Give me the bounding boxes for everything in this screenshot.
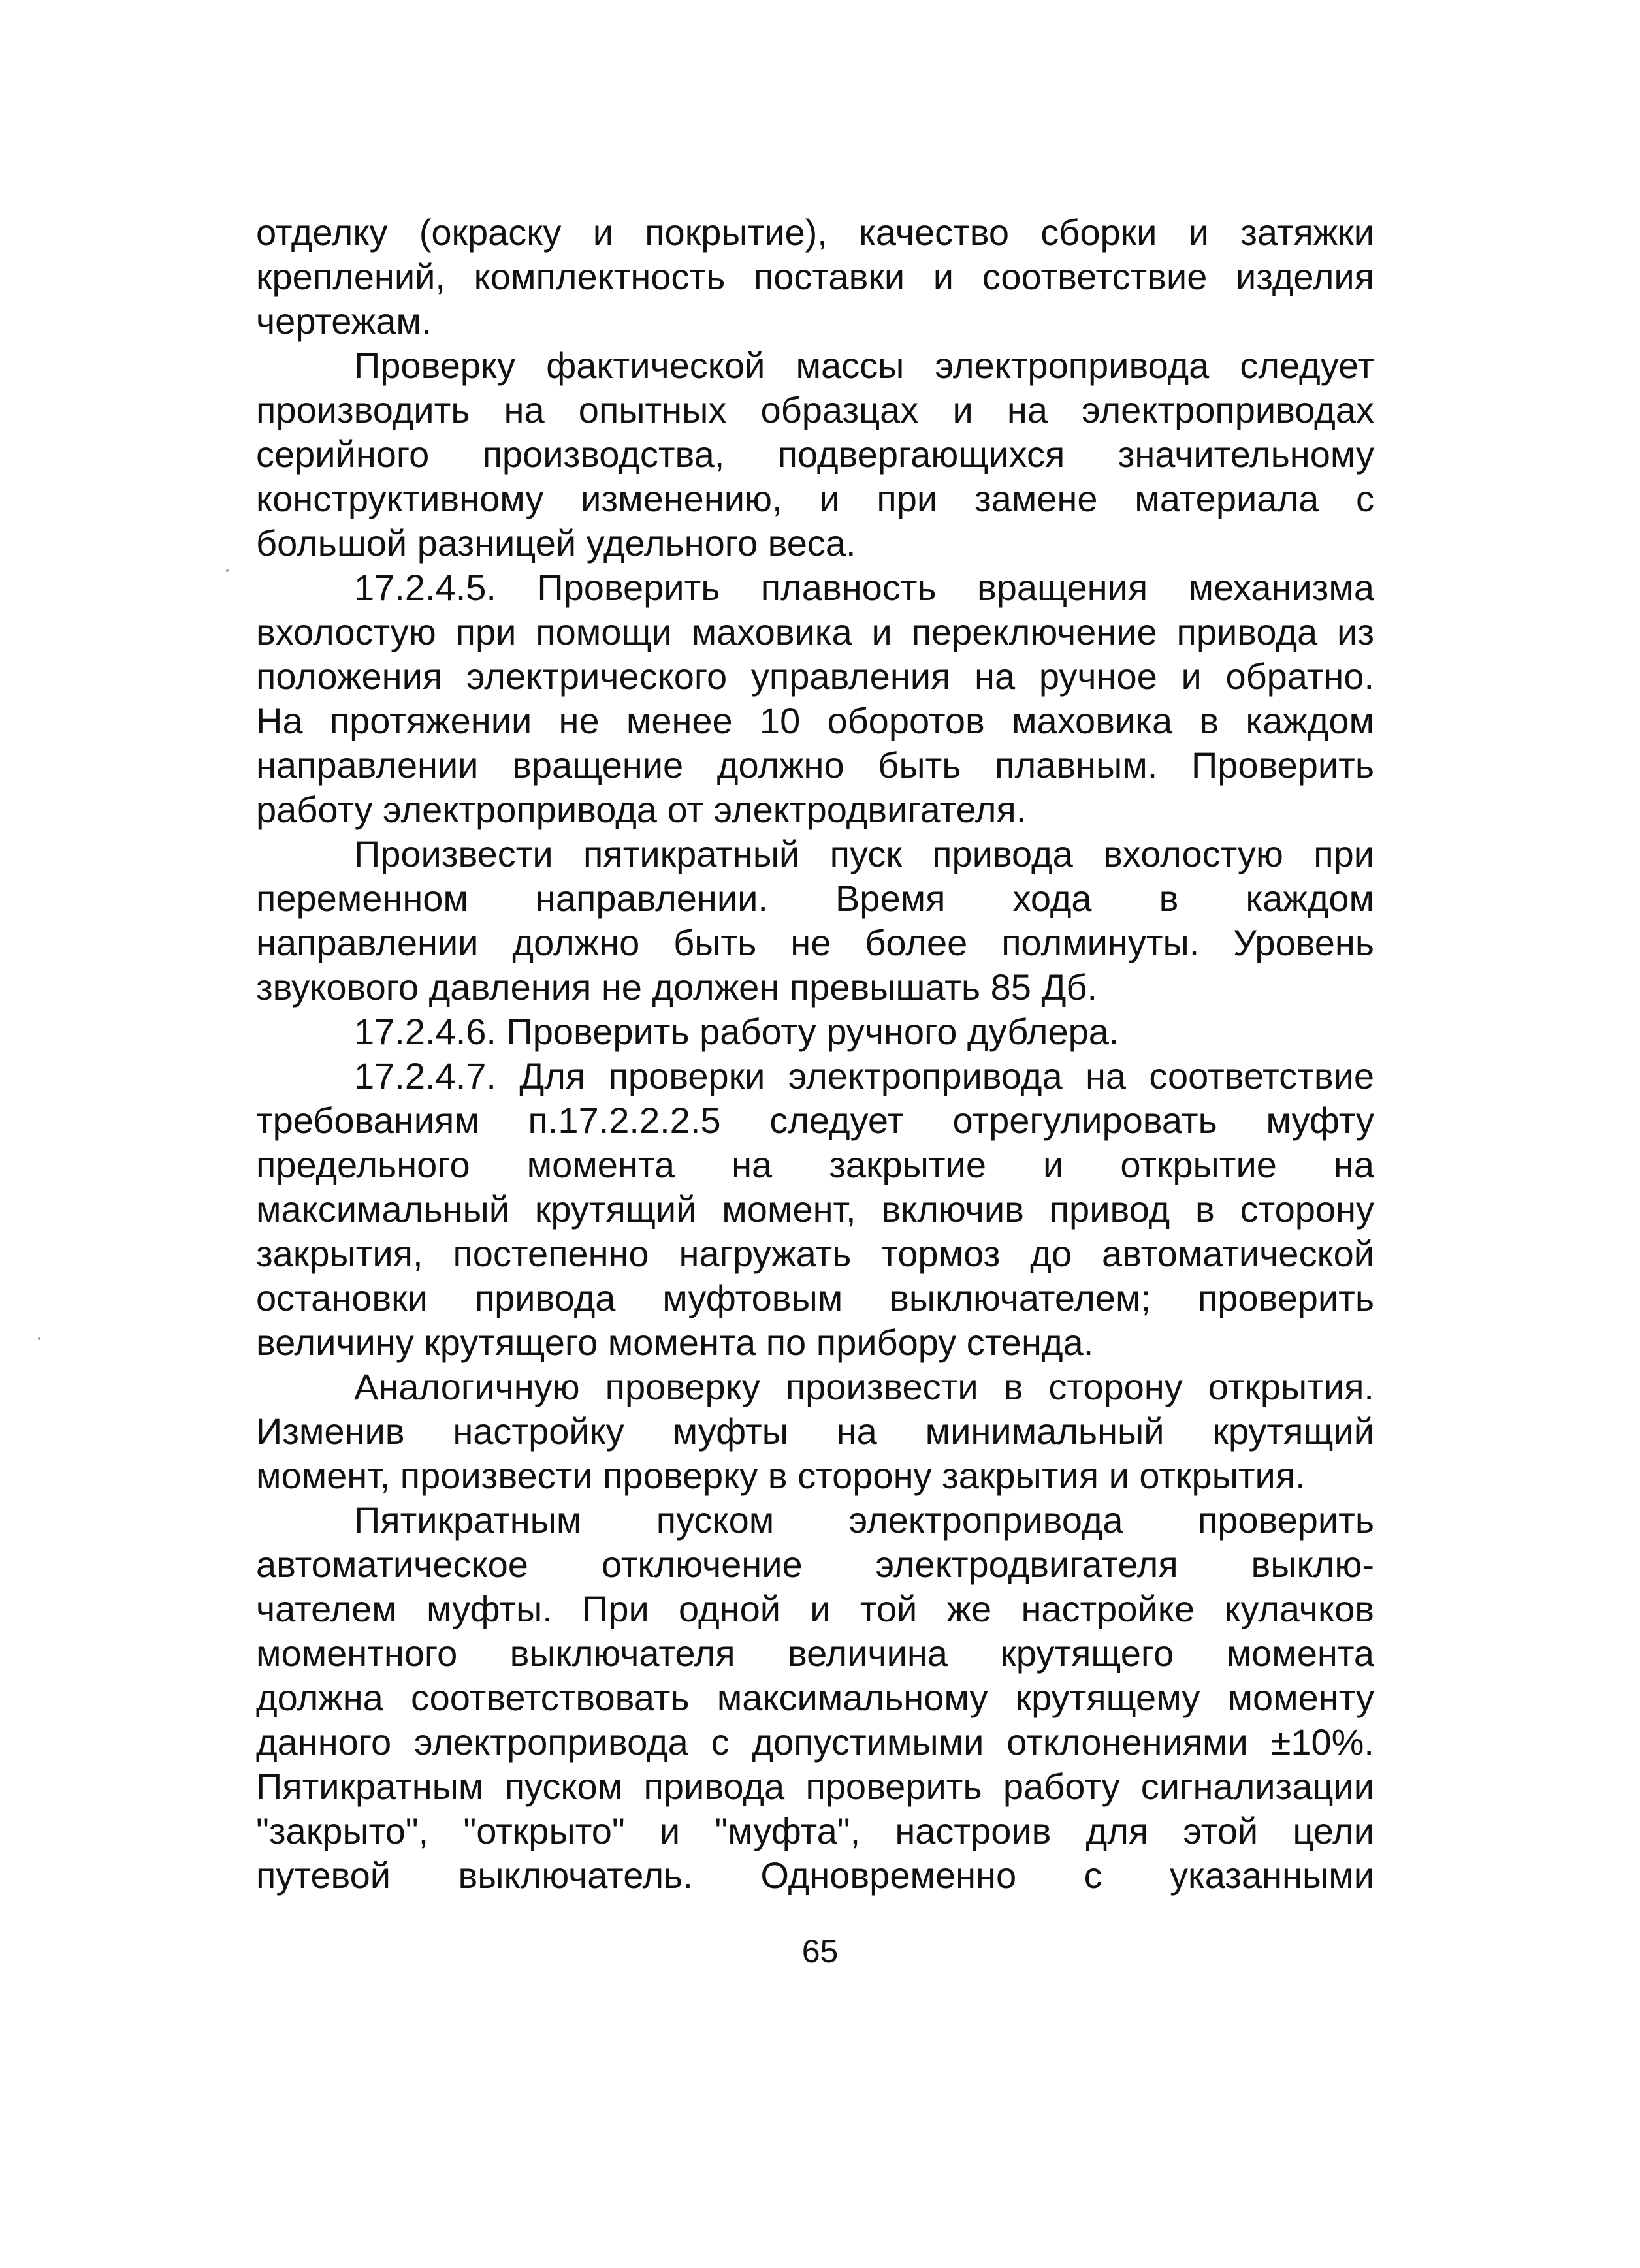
page-number: 65 <box>801 1933 839 1970</box>
paragraph <box>256 210 1374 343</box>
text-line: конструктивному изменению, и при замене материала с <box>256 478 1374 519</box>
paragraph <box>256 1498 1374 1898</box>
text-line: 17.2.4.5. Проверить плавность вращения механизма <box>354 567 1374 608</box>
text-line: отделку (окраску и покрытие), качество сборки и затяжки <box>256 212 1374 253</box>
paragraph <box>256 343 1374 566</box>
text-line: Проверку фактической массы электропривода следует <box>354 345 1374 386</box>
paragraph <box>256 832 1374 1010</box>
text-line: вхолостую при помощи маховика и переключение привода из <box>256 611 1374 652</box>
paragraph <box>256 1054 1374 1365</box>
text-line: "закрыто", "открыто" и "муфта", настроив для этой цели <box>256 1810 1374 1851</box>
text-line: чертежам. <box>256 300 432 342</box>
paragraph <box>256 1365 1374 1498</box>
text-line: Аналогичную проверку произвести в сторону открытия. <box>354 1366 1374 1407</box>
text-line: звукового давления не должен превышать 85 Дб. <box>256 966 1098 1008</box>
text-line: положения электрического управления на ручное и обратно. <box>256 656 1374 697</box>
text-line: Пятикратным пуском электропривода проверить <box>354 1499 1374 1541</box>
text-line: Произвести пятикратный пуск привода вхолостую при <box>354 833 1374 874</box>
text-line: креплений, комплектность поставки и соответствие изделия <box>256 256 1374 297</box>
scan-speck <box>226 569 229 572</box>
text-line: переменном направлении. Время хода в каждом <box>256 878 1374 919</box>
body-text <box>256 210 1374 1898</box>
text-line: Пятикратным пуском привода проверить работу сигнализации <box>256 1766 1374 1807</box>
text-line: максимальный крутящий момент, включив привод в сторону <box>256 1189 1374 1230</box>
text-line: автоматическое отключение электродвигателя выклю- <box>256 1544 1374 1585</box>
paragraph <box>256 1010 1374 1054</box>
text-line: направлении вращение должно быть плавным. Проверить <box>256 744 1374 786</box>
text-line: предельного момента на закрытие и открытие на <box>256 1144 1374 1185</box>
text-line: момент, произвести проверку в сторону закрытия и открытия. <box>256 1455 1306 1496</box>
text-line: Изменив настройку муфты на минимальный крутящий <box>256 1411 1374 1452</box>
scan-speck <box>38 1337 40 1340</box>
text-line: закрытия, постепенно нагружать тормоз до автоматической <box>256 1233 1374 1274</box>
text-line: величину крутящего момента по прибору стенда. <box>256 1322 1094 1363</box>
text-line: 17.2.4.7. Для проверки электропривода на соответствие <box>354 1055 1374 1096</box>
text-line: направлении должно быть не более полминуты. Уровень <box>256 922 1374 963</box>
text-line: 17.2.4.6. Проверить работу ручного дублера. <box>354 1011 1119 1052</box>
text-line: моментного выключателя величина крутящего момента <box>256 1633 1374 1674</box>
text-line: серийного производства, подвергающихся значительному <box>256 434 1374 475</box>
text-line: данного электропривода с допустимыми отклонениями ±10%. <box>256 1721 1374 1763</box>
text-line: должна соответствовать максимальному крутящему моменту <box>256 1677 1374 1718</box>
text-line: производить на опытных образцах и на электроприводах <box>256 389 1374 430</box>
text-line: требованиям п.17.2.2.2.5 следует отрегулировать муфту <box>256 1100 1374 1141</box>
text-line: путевой выключатель. Одновременно с указанными <box>256 1855 1374 1896</box>
text-line: работу электропривода от электродвигателя. <box>256 789 1027 830</box>
paragraph <box>256 566 1374 832</box>
text-line: большой разницей удельного веса. <box>256 522 856 564</box>
text-line: На протяжении не менее 10 оборотов маховика в каждом <box>256 700 1374 741</box>
text-line: остановки привода муфтовым выключателем; проверить <box>256 1277 1374 1318</box>
text-line: чателем муфты. При одной и той же настройке кулачков <box>256 1588 1374 1629</box>
